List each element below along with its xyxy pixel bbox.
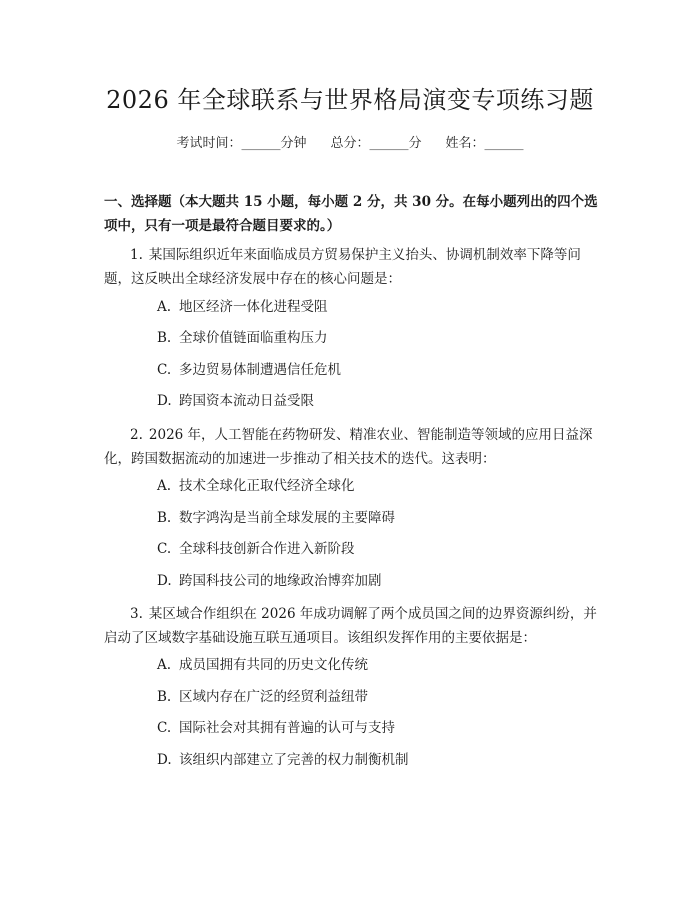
option-text: 技术全球化正取代经济全球化 [179,478,355,494]
option-text: 跨国资本流动日益受限 [179,393,314,409]
question-number: 2. [130,427,143,443]
option-text: 国际社会对其拥有普遍的认可与支持 [179,720,395,736]
option-text: 全球价值链面临重构压力 [179,330,328,346]
question-2 [104,423,600,471]
option-letter: A. [157,299,172,315]
question-2-option-c [157,538,587,560]
question-number: 1. [130,247,143,263]
option-text: 跨国科技公司的地缘政治博弈加剧 [179,573,382,589]
option-text: 全球科技创新合作进入新阶段 [179,541,355,557]
option-text: 区域内存在广泛的经贸利益纽带 [179,689,368,705]
option-letter: D. [157,752,172,768]
question-2-option-b [157,507,587,529]
name-field: 姓名：______ [445,136,524,151]
question-1-option-a [157,296,587,318]
page-title: 2026 年全球联系与世界格局演变专项练习题 [106,86,594,114]
option-letter: B. [157,510,172,526]
question-3-option-a [157,654,587,676]
option-letter: C. [157,362,172,378]
question-number: 3. [130,606,143,622]
question-stem: 某区域合作组织在 2026 年成功调解了两个成员国之间的边界资源纠纷，并启动了区域数字基础设施互联互通项目。该组织发挥作用的主要依据是： [104,606,597,646]
question-2-option-a [157,475,587,497]
option-text: 成员国拥有共同的历史文化传统 [179,657,368,673]
question-1-option-d [157,390,587,412]
question-3-option-d [157,749,587,771]
option-text: 数字鸿沟是当前全球发展的主要障碍 [179,510,395,526]
option-text: 该组织内部建立了完善的权力制衡机制 [179,752,409,768]
total-score-field: 总分：______分 [330,136,422,151]
option-letter: C. [157,720,172,736]
question-stem: 2026 年，人工智能在药物研发、精准农业、智能制造等领域的应用日益深化，跨国数据流动的加速进一步推动了相关技术的迭代。这表明： [104,427,593,467]
question-3-option-b [157,686,587,708]
option-letter: B. [157,330,172,346]
section-heading: 一、选择题（本大题共 15 小题，每小题 2 分，共 30 分。在每小题列出的四个选项中，只有一项是最符合题目要求的。） [104,194,598,234]
option-letter: B. [157,689,172,705]
question-stem: 某国际组织近年来面临成员方贸易保护主义抬头、协调机制效率下降等问题，这反映出全球经济发展中存在的核心问题是： [104,247,581,287]
option-letter: D. [157,573,172,589]
exam-meta [0,132,700,151]
question-2-option-d [157,570,587,592]
option-letter: D. [157,393,172,409]
question-3 [104,602,600,650]
question-1-option-b [157,327,587,349]
question-1-option-c [157,359,587,381]
option-letter: A. [157,657,172,673]
option-text: 多边贸易体制遭遇信任危机 [179,362,341,378]
option-text: 地区经济一体化进程受阻 [179,299,328,315]
exam-time-field: 考试时间：______分钟 [176,136,307,151]
option-letter: C. [157,541,172,557]
option-letter: A. [157,478,172,494]
question-1 [104,243,600,291]
question-3-option-c [157,717,587,739]
